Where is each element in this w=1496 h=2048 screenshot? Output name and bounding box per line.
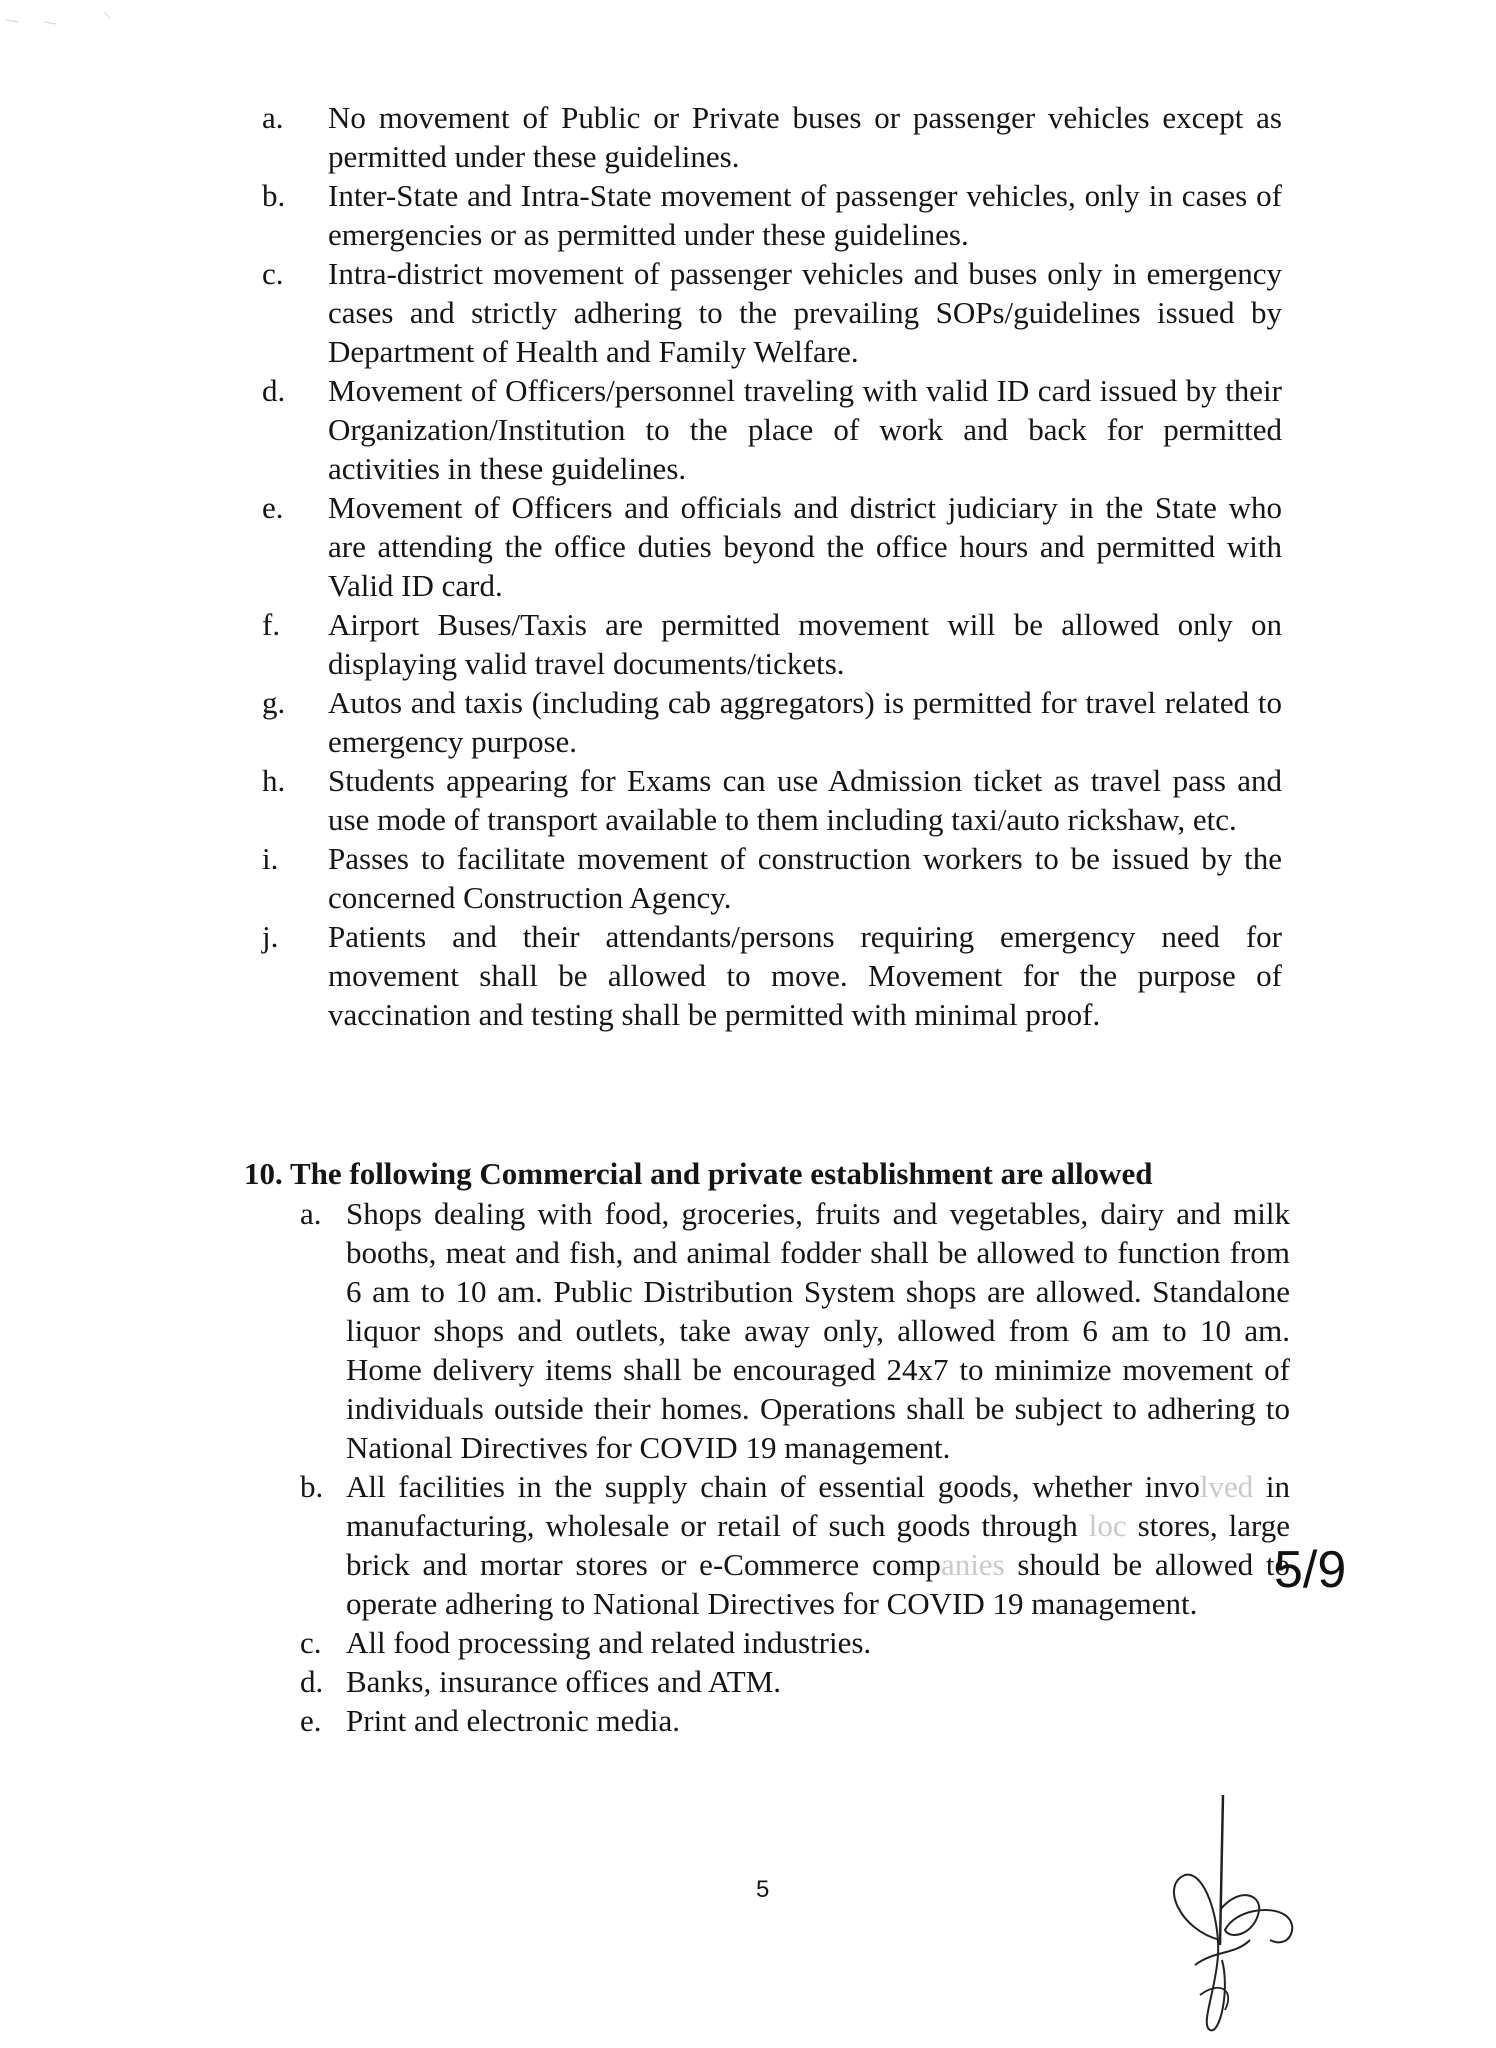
list-item bbox=[300, 1467, 1290, 1623]
list-marker: f. bbox=[262, 607, 281, 642]
list-item-text: All food processing and related industries. bbox=[346, 1625, 872, 1660]
list-item-text: Inter-State and Intra-State movement of passenger vehicles, only in cases of emergencies or as permitted under these guidelines. bbox=[328, 178, 1282, 252]
list-item bbox=[300, 1623, 1290, 1662]
list-marker: e. bbox=[262, 490, 284, 525]
list-item-text: Intra-district movement of passenger vehicles and buses only in emergency cases and strictly adhering to the prevailing SOPs/guidelines issued by Department of Health and Family Welfare. bbox=[328, 256, 1282, 369]
list-item bbox=[252, 98, 1282, 176]
list-item bbox=[252, 254, 1282, 371]
list-item-text: All facilities in the supply chain of essential goods, whether invo bbox=[346, 1469, 1200, 1504]
section-heading: 10. The following Commercial and private establishment are allowed bbox=[244, 1156, 1153, 1191]
page-number: 5 bbox=[756, 1876, 770, 1903]
page-counter: 5/9 bbox=[1274, 1541, 1347, 1599]
list-item-text: Shops dealing with food, groceries, fruits and vegetables, dairy and milk booths, meat and fish, and animal fodder shall be allowed to function from 6 am to 10 am. Public Distribution System shops are allowed. Standalone liquor shops and outlets, take away only, allowed from 6 am to 10 am. Home delivery items shall be encouraged 24x7 to minimize movement of individuals outside their homes. Operations shall be subject to adhering to National Directives for COVID 19 management. bbox=[346, 1196, 1290, 1465]
list-item bbox=[252, 176, 1282, 254]
faded-text: anies bbox=[940, 1547, 1005, 1582]
list-item bbox=[252, 488, 1282, 605]
list-item-text: in manufacturing, wholesale or retail of such goods through bbox=[346, 1469, 1290, 1543]
list-item bbox=[300, 1662, 1290, 1701]
list-marker: j. bbox=[262, 919, 279, 954]
list-marker: b. bbox=[300, 1469, 324, 1504]
list-item-text: Airport Buses/Taxis are permitted movement will be allowed only on displaying valid travel documents/tickets. bbox=[328, 607, 1282, 681]
list-item-text: No movement of Public or Private buses or passenger vehicles except as permitted under these guidelines. bbox=[328, 100, 1282, 174]
list-marker: a. bbox=[262, 100, 284, 135]
list-item bbox=[252, 761, 1282, 839]
list-marker: i. bbox=[262, 841, 279, 876]
list-marker: d. bbox=[300, 1664, 324, 1699]
list-item bbox=[252, 683, 1282, 761]
list-marker: b. bbox=[262, 178, 286, 213]
list-item-text: Passes to facilitate movement of construction workers to be issued by the concerned Construction Agency. bbox=[328, 841, 1282, 915]
list-item-text: should be allowed to operate adhering to National Directives fo bbox=[346, 1547, 1290, 1621]
list-item-text: Movement of Officers/personnel traveling with valid ID card issued by their Organization/Institution to the place of work and back for permitted activities in these guidelines. bbox=[328, 373, 1282, 486]
list-item-text: Patients and their attendants/persons requiring emergency need for movement shall be allowed to move. Movement for the purpose of vaccination and testing shall be permitted with minimal proof. bbox=[328, 919, 1282, 1032]
list-marker: d. bbox=[262, 373, 286, 408]
list-item-text: Movement of Officers and officials and district judiciary in the State who are attending the office duties beyond the office hours and permitted with Valid ID card. bbox=[328, 490, 1282, 603]
faded-text: loc bbox=[1088, 1508, 1127, 1543]
list-item bbox=[252, 839, 1282, 917]
list-item-text: r COVID 19 management. bbox=[868, 1586, 1198, 1621]
list-marker: h. bbox=[262, 763, 286, 798]
signature-icon bbox=[1160, 1790, 1310, 2040]
establishment-list bbox=[300, 1194, 1290, 1740]
list-marker: a. bbox=[300, 1196, 322, 1231]
list-marker: c. bbox=[300, 1625, 322, 1660]
scan-marks bbox=[0, 0, 120, 40]
list-marker: e. bbox=[300, 1703, 322, 1738]
list-item-text: Print and electronic media. bbox=[346, 1703, 680, 1738]
faded-text: lved bbox=[1199, 1469, 1254, 1504]
list-item bbox=[252, 917, 1282, 1034]
list-marker: c. bbox=[262, 256, 284, 291]
list-item bbox=[252, 371, 1282, 488]
list-marker: g. bbox=[262, 685, 286, 720]
list-item-text: Autos and taxis (including cab aggregators) is permitted for travel related to emergency purpose. bbox=[328, 685, 1282, 759]
list-item-text: Students appearing for Exams can use Admission ticket as travel pass and use mode of transport available to them including taxi/auto rickshaw, etc. bbox=[328, 763, 1282, 837]
movement-list bbox=[252, 98, 1282, 1034]
list-item bbox=[300, 1701, 1290, 1740]
list-item bbox=[300, 1194, 1290, 1467]
list-item-text: stores, large brick and mortar stores or e-Commerce comp bbox=[346, 1508, 1290, 1582]
list-item-text: Banks, insurance offices and ATM. bbox=[346, 1664, 782, 1699]
list-item bbox=[252, 605, 1282, 683]
